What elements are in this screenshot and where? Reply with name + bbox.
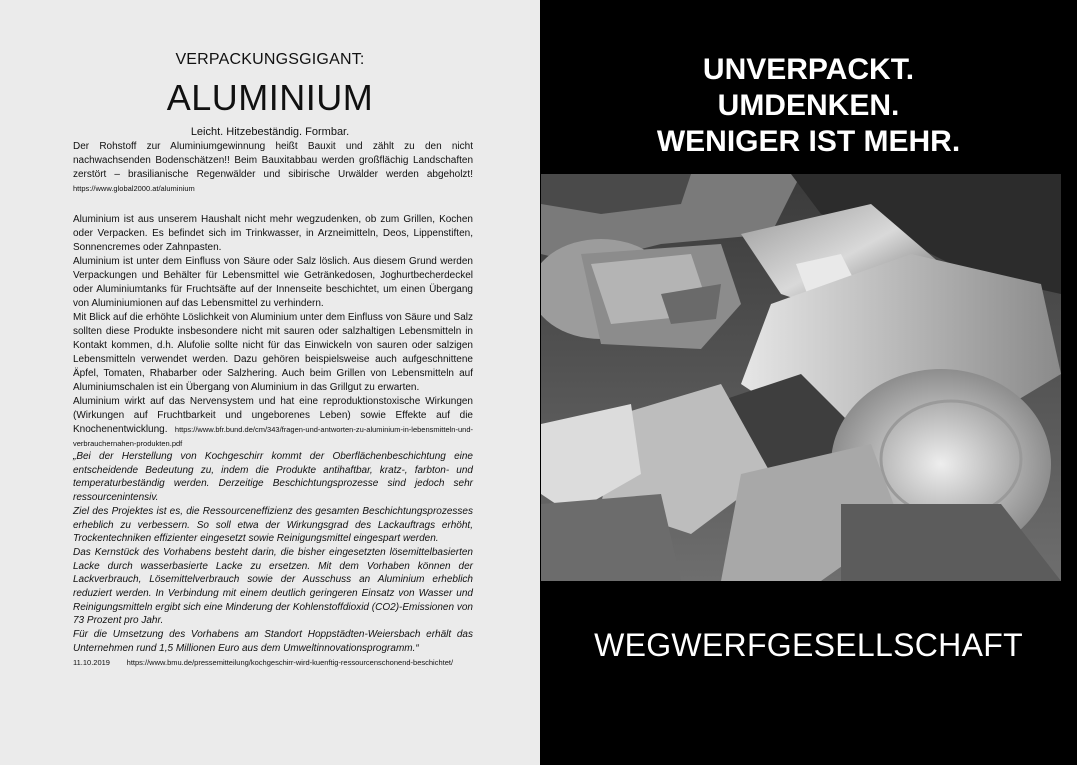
footer-title: WEGWERFGESELLSCHAFT bbox=[594, 627, 1023, 663]
headline-line-1: UNVERPACKT. bbox=[702, 53, 915, 86]
quote-paragraph-2: Ziel des Projektes ist es, die Ressourceneffizienz des gesamten Beschichtungsprozesses erheblich zu verbessern. So soll etwa der Wirkungsgrad des Lackauftrags erhöht, Trockentechniken effizienter eingesetzt sowie Reinigungsmittel eingespart werden. bbox=[73, 505, 473, 545]
facts-paragraph-4: Aluminium wirkt auf das Nervensystem und hat eine reproduktionstoxische Wirkungen (Wirkungen auf Fruchtbarkeit und ungeborenes Leben) sowie Effekte auf die Knochenentwicklung. bbox=[73, 396, 473, 435]
kicker: VERPACKUNGSGIGANT: bbox=[175, 51, 365, 68]
facts-paragraph-3: Mit Blick auf die erhöhte Löslichkeit von Aluminium unter dem Einfluss von Säure und Salz sollten diese Produkte insbesondere nicht mit sauren oder salzhaltigen Lebensmitteln in Kontakt kommen, d.h. Alufolie sollte nicht für das Einwickeln von sauren oder salzigen Lebensmitteln verwendet werden. Dazu gehören beispielsweise auch aufgeschnittene Äpfel, Tomaten, Rhabarber oder Salzhering. Auch beim Grillen von Lebensmitteln auf Aluminiumschalen ist ein Übergang von Aluminium in das Grillgut zu erwarten. bbox=[73, 312, 473, 393]
facts-source-link[interactable]: https://www.bfr.bund.de/cm/343/fragen-und-antworten-zu-aluminium-in-lebensmitteln-und-verbrauchernahen-produkten.pdf bbox=[73, 425, 473, 448]
headline-line-3: WENIGER IST MEHR. bbox=[656, 125, 961, 158]
facts-section bbox=[73, 213, 473, 451]
facts-paragraph-2: Aluminium ist unter dem Einfluss von Säure oder Salz löslich. Aus diesem Grund werden Verpackungen und Behälter für Lebensmittel wie Getränkedosen, Joghurtbecherdeckel oder Aluminiumtanks für Fruchtsäfte auf der Innenseite beschichtet, um einen Übergang von Aluminiumionen auf das Lebensmittel zu verhindern. bbox=[73, 256, 473, 309]
facts-paragraph-1: Aluminium ist aus unserem Haushalt nicht mehr wegzudenken, ob zum Grillen, Kochen oder Verpacken. Es befindet sich im Trinkwasser, in Arzneimitteln, Deos, Lippenstiften, Sonnencremes oder Zahnpasten. bbox=[73, 214, 473, 253]
quote-source-link[interactable]: https://www.bmu.de/pressemitteilung/kochgeschirr-wird-kuenftig-ressourcenschonend-beschichtet/ bbox=[126, 657, 454, 667]
intro-source-link[interactable]: https://www.global2000.at/aluminium bbox=[73, 184, 195, 193]
aluminium-waste-photo bbox=[541, 174, 1061, 581]
quote-date: 11.10.2019 bbox=[73, 657, 110, 667]
intro-section bbox=[73, 140, 473, 196]
quote-paragraph-1: „Bei der Herstellung von Kochgeschirr kommt der Oberflächenbeschichtung eine entscheidende Bedeutung zu, indem die Produkte antihaftbar, kratz-, farbton- und temperaturbeständig werden. Derzeitige Beschichtungsprozesse sind jedoch sehr ressourcenintensiv. bbox=[73, 451, 473, 504]
headline-line-2: UMDENKEN. bbox=[717, 89, 900, 122]
intro-text: Der Rohstoff zur Aluminiumgewinnung heißt Bauxit und zählt zu den nicht nachwachsenden Bodenschätzen!! Beim Bauxitabbau werden großflächig Landschaften zerstört – brasilianische Regenwälder und sibirische Urwälder werden abgeholzt! bbox=[73, 141, 473, 180]
quote-section bbox=[73, 450, 473, 669]
headline bbox=[540, 52, 1077, 160]
page-title: ALUMINIUM bbox=[166, 77, 374, 118]
tagline: Leicht. Hitzebeständig. Formbar. bbox=[190, 126, 350, 138]
quote-paragraph-3: Das Kernstück des Vorhabens besteht darin, die bisher eingesetzten lösemittelbasierten Lacke durch wasserbasierte Lacke zu ersetzen. Mit dem Vorhaben können der Lackverbrauch, Lösemittelverbrauch sowie der Ausschuss an Aluminium erheblich reduziert werden. In Verbindung mit einem deutlich geringeren Einsatz von Wasser und Reinigungsmitteln ergibt sich eine Minderung der Kohlenstoffdioxid (CO2)-Emissionen von 73 Prozent pro Jahr. bbox=[73, 546, 473, 627]
quote-paragraph-4: Für die Umsetzung des Vorhabens am Standort Hoppstädten-Weiersbach erhält das Unternehmen rund 1,5 Millionen Euro aus dem Umweltinnovationsprogramm.“ bbox=[73, 629, 473, 654]
